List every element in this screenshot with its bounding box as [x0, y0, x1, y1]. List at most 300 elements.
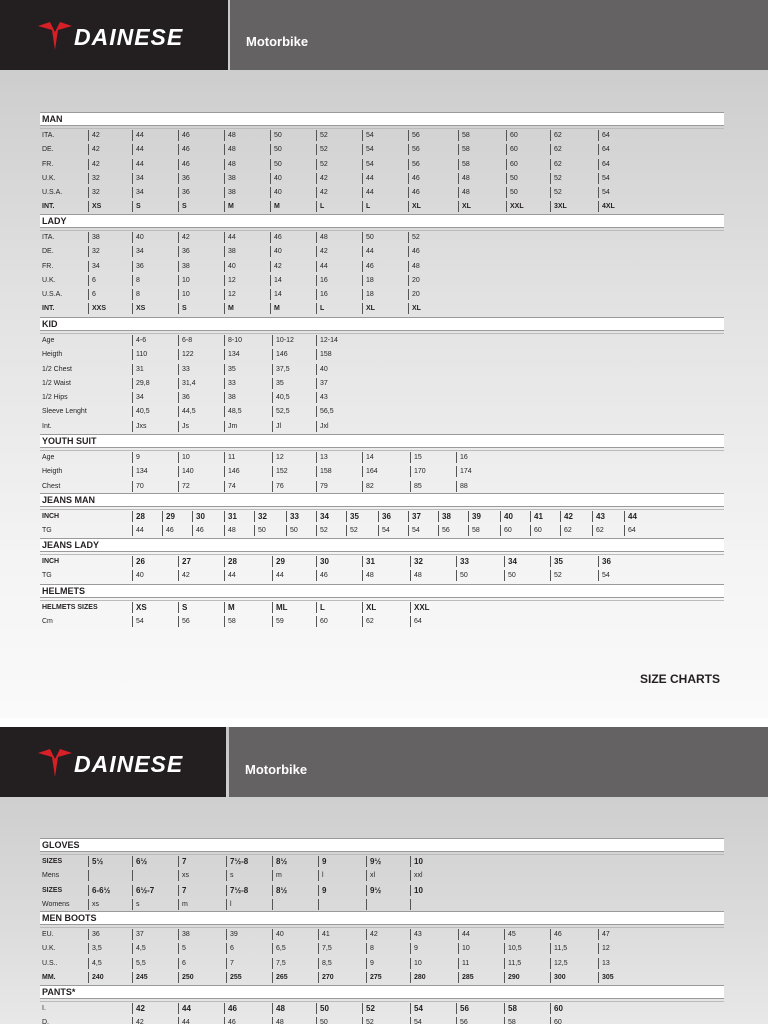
table-cell: 3XL	[550, 201, 567, 212]
row-label: Int.	[42, 422, 52, 430]
table-row	[40, 129, 724, 143]
table-cell: 56	[456, 1003, 469, 1014]
table-cell: 9½	[366, 856, 381, 867]
table-rows	[40, 928, 724, 985]
table-cell: 52	[316, 525, 328, 536]
table-cell: l	[226, 899, 232, 910]
table-row	[40, 855, 724, 869]
table-cell: 44	[132, 525, 144, 536]
row-label: INCH	[42, 558, 60, 565]
table-cell: 29	[162, 511, 175, 522]
table-rows	[40, 451, 724, 494]
table-cell: 31	[132, 364, 144, 375]
table-cell: xxl	[410, 870, 423, 881]
table-cell: s	[132, 899, 140, 910]
table-cell: 140	[178, 466, 194, 477]
table-cell: 60	[550, 1003, 563, 1014]
table-cell: 16	[456, 452, 468, 463]
row-label: Cm	[42, 618, 53, 626]
table-cell: XXL	[506, 201, 524, 212]
table-row	[40, 884, 724, 898]
table-cell: 50	[506, 187, 518, 198]
table-cell: 32	[88, 173, 100, 184]
table-cell: 29	[272, 556, 285, 567]
table-row	[40, 186, 724, 200]
brand-name-2: DAINESE	[74, 751, 184, 777]
table-cell: 8	[132, 275, 140, 286]
men-boots-table	[40, 911, 724, 985]
table-cell: 6½	[132, 856, 147, 867]
table-cell: 43	[410, 929, 422, 940]
table-row	[40, 465, 724, 479]
table-cell: 36	[598, 556, 611, 567]
table-row	[40, 143, 724, 157]
table-cell: 158	[316, 466, 332, 477]
table-cell: 52	[316, 130, 328, 141]
table-cell: 44	[458, 929, 470, 940]
row-label: ITA.	[42, 234, 55, 241]
table-cell: 36	[88, 929, 100, 940]
size-charts-title: SIZE CHARTS	[640, 672, 721, 686]
row-label: 1/2 Chest	[42, 365, 72, 373]
table-cell: 9	[410, 943, 418, 954]
table-cell: 48	[272, 1017, 284, 1024]
table-cell: 6,5	[272, 943, 286, 954]
table-cell: 44	[178, 1017, 190, 1024]
table-cell: 64	[598, 130, 610, 141]
table-cell: 43	[592, 511, 605, 522]
table-cell: 33	[178, 364, 190, 375]
table-cell: 46	[224, 1003, 237, 1014]
table-cell: 8,5	[318, 958, 332, 969]
table-row	[40, 957, 724, 971]
row-label: FR.	[42, 160, 54, 168]
table-cell: 8½	[272, 885, 287, 896]
table-cell: 12	[598, 943, 610, 954]
table-cell: 60	[506, 144, 518, 155]
row-label: FR.	[42, 262, 54, 270]
table-cell: 44	[132, 130, 144, 141]
table-cell: 34	[132, 392, 144, 403]
table-cell: 60	[506, 130, 518, 141]
table-cell: 20	[408, 275, 420, 286]
table-cell: 10	[178, 275, 190, 286]
table-cell: 56	[178, 616, 190, 627]
table-cell: 46	[550, 929, 562, 940]
table-cell: 42	[366, 929, 378, 940]
table-cell: 48	[408, 261, 420, 272]
table-cell: 54	[362, 159, 374, 170]
table-cell: 48,5	[224, 406, 242, 417]
row-label: TG	[42, 527, 52, 535]
table-cell: 34	[132, 246, 144, 257]
table-cell: 48	[224, 525, 236, 536]
table-cell: 50	[270, 159, 282, 170]
table-cell: 48	[272, 1003, 285, 1014]
table-cell: M	[224, 303, 234, 314]
youth-suit-table	[40, 434, 724, 494]
row-label: TG	[42, 572, 52, 580]
table-cell: M	[270, 201, 280, 212]
table-cell: 26	[132, 556, 145, 567]
table-cell: 36	[178, 173, 190, 184]
table-cell: XS	[88, 201, 101, 212]
table-cell: 36	[178, 392, 190, 403]
table-cell: 44	[316, 261, 328, 272]
row-label: U.K.	[42, 174, 56, 182]
table-row	[40, 274, 724, 288]
table-cell: 44	[132, 159, 144, 170]
table-cell: 45	[504, 929, 516, 940]
table-cell: L	[362, 201, 370, 212]
table-cell: 31	[224, 511, 237, 522]
table-cell: 72	[178, 481, 190, 492]
table-cell: 46	[224, 1017, 236, 1024]
table-cell: 64	[410, 616, 422, 627]
table-cell: 50	[286, 525, 298, 536]
table-row	[40, 405, 724, 419]
table-row	[40, 928, 724, 942]
table-cell: 50	[362, 232, 374, 243]
table-cell: 56,5	[316, 406, 334, 417]
table-cell: 40	[270, 187, 282, 198]
table-cell: 56	[408, 144, 420, 155]
table-cell	[410, 899, 414, 910]
table-cell: 7	[226, 958, 234, 969]
table-cell: 50	[316, 1017, 328, 1024]
table-cell: 38	[178, 929, 190, 940]
table-row	[40, 615, 724, 629]
table-cell: M	[224, 602, 235, 613]
table-cell: 33	[224, 378, 236, 389]
table-cell: 44	[362, 246, 374, 257]
table-cell: 134	[224, 349, 240, 360]
table-cell: 42	[132, 1003, 145, 1014]
table-cell: 285	[458, 972, 474, 983]
table-cell: 40	[224, 261, 236, 272]
table-cell: 50	[504, 570, 516, 581]
table-cell: 42	[88, 159, 100, 170]
table-cell: 52	[316, 159, 328, 170]
table-cell: 54	[410, 1003, 423, 1014]
table-cell: 6-6½	[88, 885, 110, 896]
table-cell: 52	[550, 187, 562, 198]
table-cell: 46	[270, 232, 282, 243]
table-cell: s	[226, 870, 234, 881]
table-row	[40, 555, 724, 569]
table-cell: 18	[362, 289, 374, 300]
brand-logo	[0, 0, 228, 70]
table-cell: 7	[178, 856, 186, 867]
table-cell: 42	[88, 130, 100, 141]
table-cell: 38	[88, 232, 100, 243]
table-cell: 54	[132, 616, 144, 627]
table-cell: 9	[366, 958, 374, 969]
table-cell: 50	[316, 1003, 329, 1014]
table-cell: 28	[224, 556, 237, 567]
table-cell: 6	[178, 958, 186, 969]
header-band	[230, 0, 768, 70]
table-cell: 13	[316, 452, 328, 463]
table-cell: 38	[224, 392, 236, 403]
table-cell: 6-8	[178, 335, 192, 346]
table-cell: 62	[560, 525, 572, 536]
row-label: U.S.A.	[42, 189, 63, 197]
table-cell: 36	[178, 187, 190, 198]
table-cell: 9	[318, 885, 326, 896]
table-cell: 58	[224, 616, 236, 627]
table-cell: S	[178, 201, 187, 212]
row-label: U.S..	[42, 959, 58, 967]
table-cell: 60	[550, 1017, 562, 1024]
section-title: LADY	[40, 214, 724, 228]
row-label: 1/2 Waist	[42, 379, 71, 387]
size-chart-page-2	[0, 727, 768, 1024]
section-title: JEANS LADY	[40, 538, 724, 552]
table-cell: xs	[88, 899, 99, 910]
table-cell: 44	[224, 570, 236, 581]
table-cell: 20	[408, 289, 420, 300]
table-cell: 50	[270, 144, 282, 155]
table-row	[40, 569, 724, 583]
table-cell: 42	[178, 570, 190, 581]
table-cell: 255	[226, 972, 242, 983]
table-cell: 6	[88, 275, 96, 286]
row-label: 1/2 Hips	[42, 394, 68, 402]
table-cell: 64	[598, 159, 610, 170]
table-cell: S	[178, 303, 187, 314]
table-cell: 7½-8	[226, 885, 248, 896]
row-label: MM.	[42, 973, 56, 981]
table-cell: 40	[316, 364, 328, 375]
gloves-table	[40, 838, 724, 912]
table-cell: 36	[378, 511, 391, 522]
table-cell: 4-6	[132, 335, 146, 346]
table-cell: 146	[224, 466, 240, 477]
table-cell: 48	[224, 144, 236, 155]
table-cell: 10	[410, 885, 423, 896]
table-cell: 70	[132, 481, 144, 492]
table-row	[40, 420, 724, 434]
table-cell: 164	[362, 466, 378, 477]
section-title: PANTS*	[40, 985, 724, 999]
table-cell: 134	[132, 466, 148, 477]
row-label: EU.	[42, 931, 54, 938]
table-row	[40, 1016, 724, 1024]
table-cell: 34	[88, 261, 100, 272]
table-cell: 44	[272, 570, 284, 581]
table-cell: 54	[598, 187, 610, 198]
table-cell: 52	[346, 525, 358, 536]
table-cell: 34	[132, 173, 144, 184]
section-title: GLOVES	[40, 838, 724, 852]
table-cell: 52	[408, 232, 420, 243]
table-cell: 62	[550, 159, 562, 170]
table-row	[40, 172, 724, 186]
table-cell: 82	[362, 481, 374, 492]
table-cell: Js	[178, 421, 189, 432]
table-cell: 79	[316, 481, 328, 492]
row-label: Womens	[42, 900, 70, 908]
table-cell: 52	[316, 144, 328, 155]
table-rows	[40, 1002, 724, 1024]
row-label: Mens	[42, 872, 60, 880]
table-row	[40, 302, 724, 316]
table-cell: 42	[316, 173, 328, 184]
table-cell: 42	[132, 1017, 144, 1024]
table-cell: 152	[272, 466, 288, 477]
table-cell: 5	[178, 943, 186, 954]
table-cell: 6	[226, 943, 234, 954]
table-cell: S	[178, 602, 187, 613]
table-cell: 52	[362, 1017, 374, 1024]
table-cell: S	[132, 201, 141, 212]
table-cell: 40	[132, 570, 144, 581]
table-row	[40, 971, 724, 985]
table-cell: 240	[88, 972, 104, 983]
table-cell: XL	[362, 602, 376, 613]
section-title: KID	[40, 317, 724, 331]
table-cell: 7½-8	[226, 856, 248, 867]
table-cell: xs	[178, 870, 189, 881]
table-cell: 46	[408, 246, 420, 257]
table-cell: L	[316, 303, 324, 314]
table-cell: 47	[598, 929, 610, 940]
table-cell: 8-10	[224, 335, 242, 346]
table-cell: 4XL	[598, 201, 615, 212]
table-cell: 7,5	[272, 958, 286, 969]
table-cell: 48	[458, 187, 470, 198]
table-cell: 74	[224, 481, 236, 492]
table-cell: 300	[550, 972, 566, 983]
table-cell: M	[270, 303, 280, 314]
table-cell: 30	[316, 556, 329, 567]
table-cell: 29,8	[132, 378, 150, 389]
table-cell: 14	[362, 452, 374, 463]
table-cell: 52,5	[272, 406, 290, 417]
table-cell: 12	[272, 452, 284, 463]
row-label: DE.	[42, 248, 54, 256]
table-rows	[40, 231, 724, 317]
table-cell: 50	[456, 570, 468, 581]
row-label: Heigth	[42, 351, 63, 359]
table-cell: 8	[366, 943, 374, 954]
table-cell	[132, 870, 136, 881]
table-cell: 5½	[88, 856, 103, 867]
table-cell: 42	[270, 261, 282, 272]
table-cell: 36	[132, 261, 144, 272]
kid-table	[40, 317, 724, 434]
table-cell: 39	[226, 929, 238, 940]
table-cell: 46	[192, 525, 204, 536]
table-cell: 46	[162, 525, 174, 536]
table-cell: 43	[316, 392, 328, 403]
table-cell: 13	[598, 958, 610, 969]
table-cell: 44	[178, 1003, 191, 1014]
table-cell: 85	[410, 481, 422, 492]
jeans-man-table	[40, 493, 724, 539]
table-cell: 10	[410, 856, 423, 867]
table-cell: 46	[178, 159, 190, 170]
dainese-devil-icon	[38, 747, 72, 779]
table-cell: 35	[272, 378, 284, 389]
table-cell: 12,5	[550, 958, 568, 969]
lady-table	[40, 214, 724, 317]
table-cell: 15	[410, 452, 422, 463]
table-rows	[40, 855, 724, 912]
table-cell: 37,5	[272, 364, 290, 375]
table-cell: m	[272, 870, 282, 881]
table-cell: 56	[456, 1017, 468, 1024]
table-cell: 18	[362, 275, 374, 286]
table-cell: 41	[318, 929, 330, 940]
table-cell: 4,5	[132, 943, 146, 954]
table-cell: l	[318, 870, 324, 881]
jeans-lady-table	[40, 538, 724, 584]
table-row	[40, 377, 724, 391]
table-cell: 42	[316, 246, 328, 257]
table-cell: 40	[500, 511, 513, 522]
table-cell: 58	[504, 1003, 517, 1014]
table-cell: 10-12	[272, 335, 294, 346]
table-cell: 64	[624, 525, 636, 536]
row-label: HELMETS SIZES	[42, 604, 98, 611]
table-cell: 62	[550, 144, 562, 155]
row-label: INT.	[42, 305, 55, 313]
table-cell: 10	[178, 289, 190, 300]
table-cell: 48	[224, 130, 236, 141]
table-cell: 275	[366, 972, 382, 983]
table-cell: 46	[408, 173, 420, 184]
table-cell: 58	[504, 1017, 516, 1024]
table-cell: 48	[410, 570, 422, 581]
table-cell: 32	[410, 556, 423, 567]
table-cell: 60	[506, 159, 518, 170]
table-cell: Jl	[272, 421, 281, 432]
table-rows	[40, 334, 724, 434]
table-row	[40, 288, 724, 302]
table-cell: 50	[506, 173, 518, 184]
table-row	[40, 260, 724, 274]
table-cell: 54	[362, 130, 374, 141]
table-cell: 170	[410, 466, 426, 477]
table-cell: 7	[178, 885, 186, 896]
table-cell: 8	[132, 289, 140, 300]
table-cell: 52	[550, 173, 562, 184]
table-cell: 3,5	[88, 943, 102, 954]
table-cell: 280	[410, 972, 426, 983]
table-cell: 48	[362, 570, 374, 581]
row-label: Age	[42, 337, 55, 344]
row-label: Sleeve Lenght	[42, 408, 87, 416]
table-cell: 44	[362, 187, 374, 198]
man-table	[40, 112, 724, 215]
table-cell: 4,5	[88, 958, 102, 969]
table-cell: 44	[362, 173, 374, 184]
table-cell: 50	[254, 525, 266, 536]
table-cell: 31	[362, 556, 375, 567]
table-cell	[88, 870, 92, 881]
table-cell: 54	[410, 1017, 422, 1024]
table-cell: 54	[598, 570, 610, 581]
table-cell: 290	[504, 972, 520, 983]
table-cell: XXL	[410, 602, 430, 613]
table-cell: 58	[458, 130, 470, 141]
section-title: JEANS MAN	[40, 493, 724, 507]
table-cell: 41	[530, 511, 543, 522]
table-cell: XS	[132, 303, 145, 314]
table-cell: 10	[178, 452, 190, 463]
